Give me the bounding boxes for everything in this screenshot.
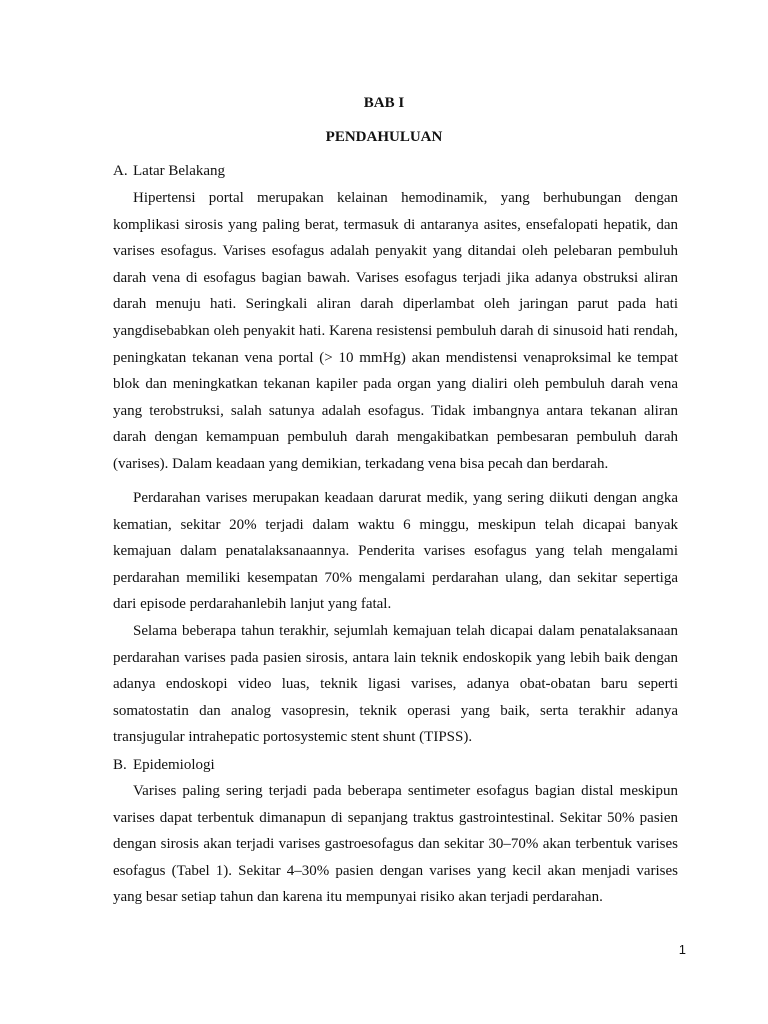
section-letter: B. (113, 757, 127, 773)
section-heading-latar-belakang (113, 162, 225, 180)
section-heading-epidemiologi (113, 756, 215, 774)
paragraph-hipertensi-portal: Hipertensi portal merupakan kelainan hemodinamik, yang berhubungan dengan komplikasi sirosis yang paling berat, termasuk di antaranya asites, ensefalopati hepatik, dan varises esofagus. Varises esofagus adalah penyakit yang ditandai oleh pelebaran pembuluh darah vena di esofagus bagian bawah. Varises esofagus terjadi jika adanya obstruksi aliran darah menuju hati. Seringkali aliran darah diperlambat oleh jaringan parut pada hati yangdisebabkan oleh penyakit hati. Karena resistensi pembuluh darah di sinusoid hati rendah, peningkatan tekanan vena portal (> 10 mmHg) akan mendistensi venaproksimal ke tempat blok dan meningkatkan tekanan kapiler pada organ yang dialiri oleh pembuluh darah vena yang terobstruksi, salah satunya adalah esofagus. Tidak imbangnya antara tekanan aliran darah dengan kemampuan pembuluh darah mengakibatkan pembesaran pembuluh darah (varises). Dalam keadaan yang demikian, terkadang vena bisa pecah dan berdarah. (113, 190, 678, 472)
section-letter: A. (113, 163, 128, 179)
section-title: Epidemiologi (133, 757, 215, 773)
paragraph-epidemiologi: Varises paling sering terjadi pada beberapa sentimeter esofagus bagian distal meskipun varises dapat terbentuk dimanapun di sepanjang traktus gastrointestinal. Sekitar 50% pasien dengan sirosis akan terjadi varises gastroesofagus dan sekitar 30–70% akan terbentuk varises esofagus (Tabel 1). Sekitar 4–30% pasien dengan varises yang kecil akan menjadi varises yang besar setiap tahun dan karena itu mempunyai risiko akan terjadi perdarahan. (113, 783, 678, 906)
section-title: Latar Belakang (133, 163, 226, 179)
paragraph-kemajuan-penatalaksanaan: Selama beberapa tahun terakhir, sejumlah kemajuan telah dicapai dalam penatalaksanaan perdarahan varises pada pasien sirosis, antara lain teknik endoskopik yang lebih baik dengan adanya endoskopi video luas, teknik ligasi varises, adanya obat-obatan baru seperti somatostatin dan analog vasopresin, teknik operasi yang baik, serta terakhir adanya transjugular intrahepatic portosystemic stent shunt (TIPSS). (113, 623, 678, 746)
chapter-number: BAB I (363, 95, 405, 111)
paragraph-perdarahan-varises: Perdarahan varises merupakan keadaan darurat medik, yang sering diikuti dengan angka kematian, sekitar 20% terjadi dalam waktu 6 minggu, meskipun telah dicapai banyak kemajuan dalam penatalaksanaannya. Penderita varises esofagus yang telah mengalami perdarahan memiliki kesempatan 70% mengalami perdarahan ulang, dan sekitar sepertiga dari episode perdarahanlebih lanjut yang fatal. (113, 490, 678, 613)
chapter-title: PENDAHULUAN (325, 129, 443, 145)
page-number: 1 (678, 942, 686, 957)
